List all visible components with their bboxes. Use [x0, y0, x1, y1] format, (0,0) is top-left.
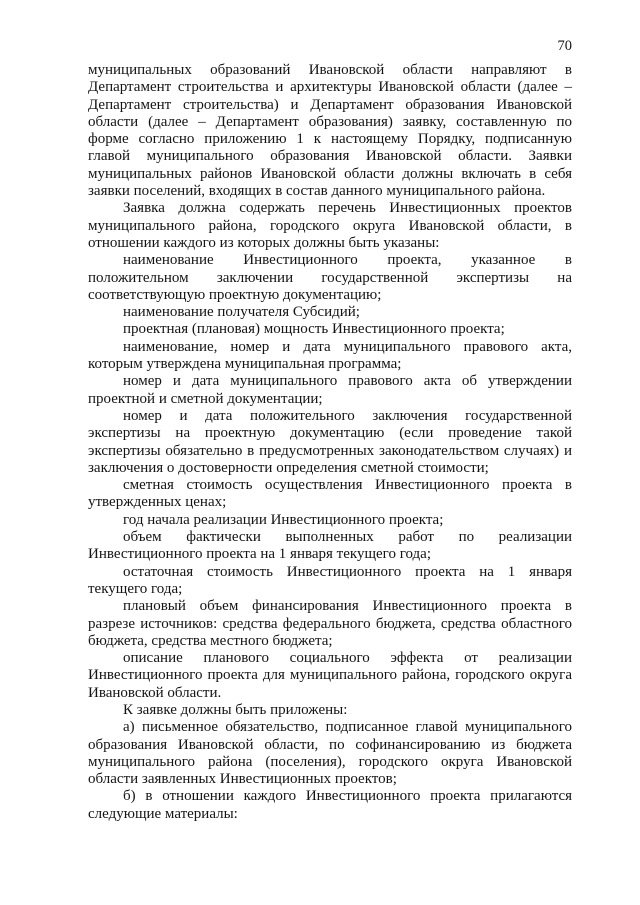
text-line: Заявка должна содержать перечень Инвестиционных проектов [123, 200, 572, 217]
page-number: 70 [557, 38, 572, 54]
text-line: проектная (плановая) мощность Инвестиционного проекта; [123, 321, 505, 338]
text-line: проектной и сметной документации; [88, 390, 323, 407]
text-line: наименование, номер и дата муниципального правового акта, [123, 338, 572, 355]
text-line: номер и дата положительного заключения государственной [123, 407, 572, 424]
paragraph [88, 373, 572, 408]
paragraph [88, 339, 572, 374]
text-line: б) в отношении каждого Инвестиционного проекта прилагаются [123, 788, 572, 805]
text-line: муниципального района (поселения), городского округа Ивановской [88, 753, 572, 770]
text-line: объем фактически выполненных работ по реализации [123, 529, 572, 546]
paragraph [88, 304, 572, 321]
paragraph [88, 321, 572, 338]
paragraph [88, 702, 572, 719]
document-body [88, 62, 572, 823]
paragraph [88, 200, 572, 252]
text-line: области заявленных Инвестиционных проектов; [88, 771, 397, 788]
paragraph [88, 477, 572, 512]
text-line: муниципальных образований Ивановской области направляют в [88, 62, 572, 78]
text-line: утвержденных ценах; [88, 494, 227, 511]
text-line: форме согласно приложению 1 к настоящему Порядку, подписанную [88, 131, 572, 148]
text-line: номер и дата муниципального правового акта об утверждении [123, 373, 572, 390]
text-line: плановый объем финансирования Инвестиционного проекта в [123, 598, 572, 615]
paragraph [88, 564, 572, 599]
text-line: экспертизы обязательно в предусмотренных законодательством случаях) и [88, 442, 572, 459]
text-line: заявки поселений, входящих в состав данного муниципального района. [88, 183, 546, 200]
text-line: положительном заключении государственной экспертизы на [88, 269, 572, 286]
text-line: следующие материалы: [88, 805, 238, 822]
paragraph [88, 650, 572, 702]
text-line: заключения о достоверности определения сметной стоимости; [88, 459, 489, 476]
text-line: описание планового социального эффекта от реализации [123, 650, 572, 667]
text-line: год начала реализации Инвестиционного проекта; [123, 511, 444, 528]
text-line: наименование получателя Субсидий; [123, 304, 360, 321]
text-line: главой муниципального образования Ивановской области. Заявки [88, 148, 572, 165]
paragraph [88, 788, 572, 823]
text-line: Департамент строительства и архитектуры Ивановской области (далее – [88, 79, 572, 96]
text-line: текущего года; [88, 580, 183, 597]
paragraph [88, 529, 572, 564]
text-line: Ивановской области. [88, 684, 222, 701]
text-line: К заявке должны быть приложены: [123, 701, 348, 718]
text-line: Департамент строительства) и Департамент образования Ивановской [88, 96, 572, 113]
text-line: области (далее – Департамент образования) заявку, составленную по [88, 113, 572, 130]
text-line: муниципального района, городского округа Ивановской области, в [88, 217, 572, 234]
text-line: соответствующую проектную документацию; [88, 286, 382, 303]
paragraph [88, 252, 572, 304]
text-line: муниципальных районов Ивановской области должны включать в себя [88, 165, 572, 182]
text-line: образования Ивановской области, по софинансированию из бюджета [88, 736, 572, 753]
paragraph [88, 719, 572, 788]
paragraph [88, 408, 572, 477]
text-line: Инвестиционного проекта для муниципального района, городского округа [88, 667, 572, 684]
text-line: а) письменное обязательство, подписанное главой муниципального [123, 719, 572, 736]
text-line: остаточная стоимость Инвестиционного проекта на 1 января [123, 563, 572, 580]
text-line: экспертизы на проектную документацию (если проведение такой [88, 425, 572, 442]
text-line: сметная стоимость осуществления Инвестиционного проекта в [123, 477, 572, 494]
text-line: разрезе источников: средства федерального бюджета, средства областного [88, 615, 572, 632]
text-line: которым утверждена муниципальная программа; [88, 356, 402, 373]
paragraph-continued [88, 62, 572, 200]
text-line: отношении каждого из которых должны быть указаны: [88, 234, 440, 251]
text-line: бюджета, средства местного бюджета; [88, 632, 333, 649]
text-line: Инвестиционного проекта на 1 января текущего года; [88, 546, 432, 563]
text-line: наименование Инвестиционного проекта, указанное в [123, 252, 572, 269]
paragraph [88, 512, 572, 529]
paragraph [88, 598, 572, 650]
